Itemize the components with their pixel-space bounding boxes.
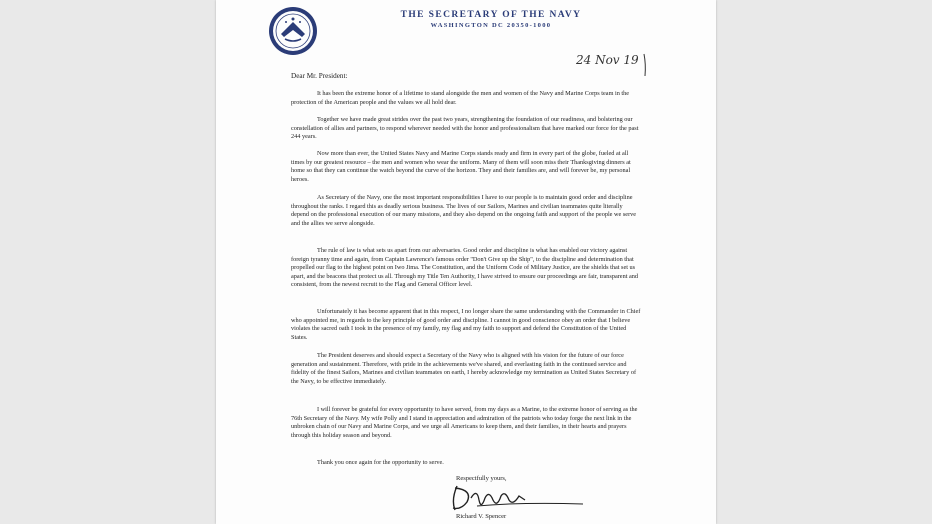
letter-paragraph: As Secretary of the Navy, one the most important responsibilities I have to our people is to maintain good order and discipline throughout the ranks. I regard this as deadly serious business. The lives of our Sailors, Marines and civilian teammates quite literally depend on the professional execution of our many missions, and they also depend on the ongoing faith and support of the people we serve and the allies we serve alongside. [291,194,637,227]
signature-icon [433,480,593,514]
letter-paragraph: Now more than ever, the United States Navy and Marine Corps stands ready and firm in every part of the globe, fueled at all times by our greatest resource – the men and women who wear the uniform. Many of them will soon miss their Thanksgiving dinners at home so that they can continue the watch beyond the curve of the horizon. They and their families are, and will forever be, my personal heroes. [291,150,631,183]
svg-text:24 Nov 19: 24 Nov 19 [576,53,639,67]
salutation: Dear Mr. President: [291,72,348,80]
letter-paragraph: Unfortunately it has become apparent that in this respect, I no longer share the same understanding with the Commander in Chief who appointed me, in regards to the key principle of good order and discipline. I cannot in good conscience obey an order that I believe violates the sacred oath I took in the presence of my family, my flag and my faith to support and defend the Constitution of the United States. [291,308,641,341]
letter-page [216,0,716,524]
letter-paragraph: Thank you once again for the opportunity to serve. [317,459,444,466]
navy-seal-icon [268,6,318,56]
letterhead-address: WASHINGTON DC 20350-1000 [430,22,552,29]
letter-paragraph: Together we have made great strides over the past two years, strengthening the foundation of our readiness, and bolstering our constellation of allies and partners, to respond wherever needed with the honor and professionalism that have marked our force for the past 244 years. [291,116,639,140]
closing: Respectfully yours, [456,475,507,482]
handwritten-date [574,50,658,78]
letterhead [366,10,616,29]
signer-name: Richard V. Spencer [456,513,507,520]
letter-paragraph: It has been the extreme honor of a lifetime to stand alongside the men and women of the Navy and Marine Corps team in the protection of the American people and the values we all hold dear. [291,90,630,106]
letter-paragraph: I will forever be grateful for every opportunity to have served, from my days as a Marine, to the extreme honor of serving as the 76th Secretary of the Navy. My wife Polly and I stand in appreciation and admiration of the patriots who today forge the next link in the unbroken chain of our Navy and Marine Corps, and we urge all Americans to keep them, and their families, in their hearts and prayers through this holiday season and beyond. [291,406,638,439]
letter-paragraph: The rule of law is what sets us apart from our adversaries. Good order and discipline is what has enabled our victory against foreign tyranny time and again, from Captain Lawrence's famous order "Don't Give up the Ship", to the discipline and determination that propelled our flag to the highest point on Iwo Jima. The Constitution, and the Uniform Code of Military Justice, are the shields that set us apart, and the beacons that protect us all. Through my Title Ten Authority, I have strived to ensure our proceedings are fair, transparent and consistent, from the newest recruit to the Flag and General Officer level. [291,247,639,288]
letter-paragraph: The President deserves and should expect a Secretary of the Navy who is aligned with his vision for the future of our force generation and sustainment. Therefore, with pride in the achievements we've shared, and everlasting faith in the continued service and fidelity of the finest Sailors, Marines and civilian teammates on earth, I hereby acknowledge my termination as United States Secretary of the Navy, to be effective immediately. [291,352,637,385]
letterhead-title: THE SECRETARY OF THE NAVY [400,10,582,20]
